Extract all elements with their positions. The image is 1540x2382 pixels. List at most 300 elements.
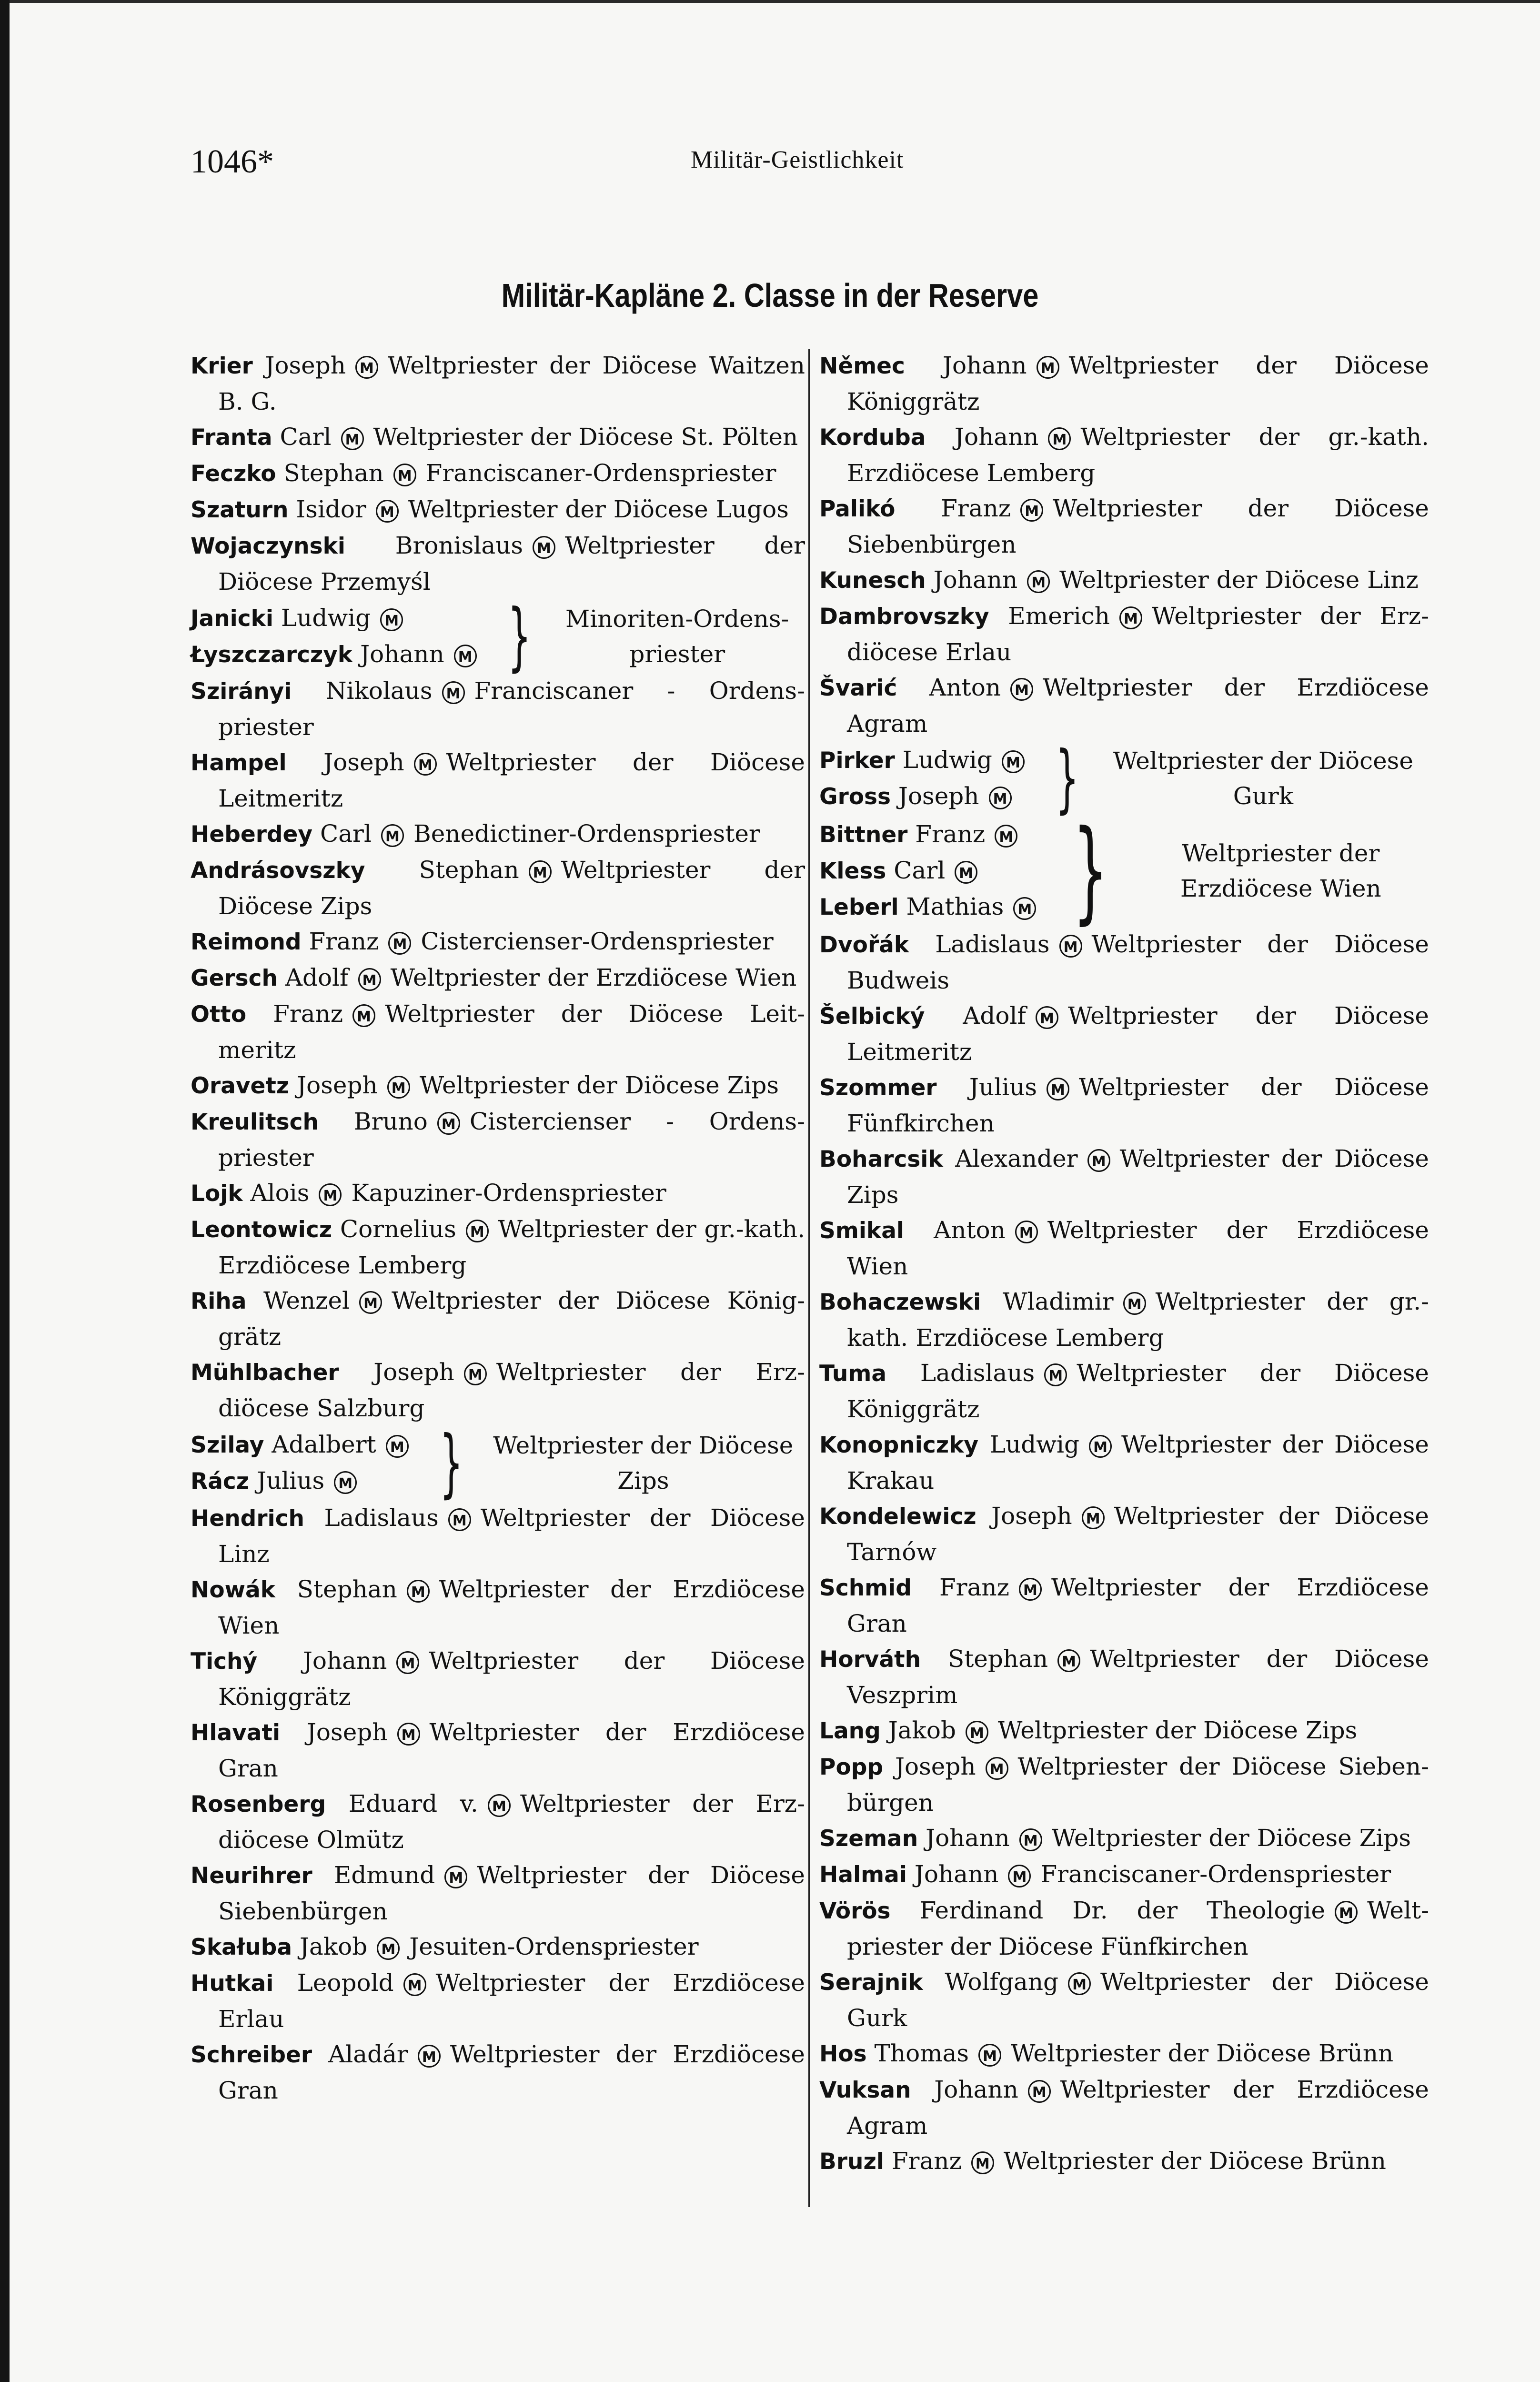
entry-description: Weltpriester der Erzdiöcese Gran — [218, 2040, 805, 2104]
entry-surname: Kunesch — [819, 567, 926, 594]
military-badge-icon: M — [466, 1220, 489, 1242]
entry-description: Weltpriester der Diöcese Veszprim — [847, 1645, 1429, 1709]
entry-description: Weltpriester der Diöcese Gurk — [1113, 747, 1413, 810]
page-number: 1046* — [191, 143, 274, 180]
entry-surname: Tuma — [819, 1360, 887, 1387]
military-badge-icon: M — [387, 1076, 410, 1099]
entry-given-name: Joseph — [895, 1752, 976, 1780]
grouped-names — [191, 1427, 418, 1499]
entry-given-name: Jakob — [888, 1716, 956, 1744]
entry-surname: Pirker — [819, 747, 895, 774]
grouped-name-row — [819, 817, 1046, 853]
entry-surname: Gross — [819, 783, 891, 810]
entry-surname: Tichý — [191, 1648, 258, 1675]
entry-surname: Hampel — [191, 750, 287, 777]
grouping-brace: } — [507, 593, 531, 679]
entry-surname: Franta — [191, 424, 272, 451]
military-badge-icon: M — [989, 787, 1012, 809]
list-entry — [191, 1104, 805, 1175]
entry-surname: Feczko — [191, 461, 276, 487]
list-entry — [191, 419, 805, 455]
entry-given-name: Joseph — [306, 1718, 388, 1746]
list-entry — [819, 1749, 1429, 1820]
entry-description: Weltpriester der Diöcese König-grätz — [218, 1287, 805, 1351]
entry-description: Weltpriester der Diöcese Lugos — [408, 495, 789, 523]
military-badge-icon: M — [1008, 1865, 1031, 1887]
entry-description: Weltpriester der Diöcese Zips — [1051, 1824, 1411, 1852]
entry-description: Weltpriester der Erzdiöcese Agram — [847, 674, 1429, 737]
entry-description: Weltpriester der Erzdiöcese Wien — [218, 1575, 805, 1639]
entry-given-name: Joseph — [373, 1358, 454, 1386]
military-badge-icon: M — [1059, 935, 1082, 958]
entry-surname: Šelbický — [819, 1003, 925, 1030]
scan-border-top — [0, 0, 1540, 3]
military-badge-icon: M — [388, 932, 411, 955]
entry-surname: Janicki — [191, 605, 274, 632]
list-entry — [191, 1283, 805, 1354]
entry-surname: Hos — [819, 2040, 867, 2067]
entry-description: Weltpriester der Diöcese Zips — [218, 856, 805, 920]
entry-description: Weltpriester der Diöcese Königgrätz — [847, 1359, 1429, 1423]
military-badge-icon: M — [442, 681, 465, 704]
entry-surname: Vörös — [819, 1898, 891, 1924]
list-entry — [191, 816, 805, 852]
list-entry — [819, 1641, 1429, 1713]
entry-surname: Szaturn — [191, 497, 289, 523]
entry-surname: Leberl — [819, 894, 899, 920]
entry-given-name: Johann — [933, 566, 1018, 594]
entry-given-name: Ludwig — [281, 604, 371, 632]
entry-description: Weltpriester der Diöcese Siebenbürgen — [847, 495, 1429, 558]
military-badge-icon: M — [1037, 356, 1059, 379]
grouped-entry — [819, 735, 1429, 821]
entry-given-name: Aladár — [328, 2040, 408, 2068]
entry-description: Weltpriester der Diöcese Tarnów — [847, 1502, 1429, 1566]
military-badge-icon: M — [1013, 897, 1036, 920]
entry-given-name: Franz — [915, 820, 986, 848]
entry-description: Minoriten-Ordens-priester — [565, 605, 789, 668]
entry-surname: Szirányi — [191, 678, 292, 705]
entry-description: Cistercienser-Ordenspriester — [421, 928, 774, 956]
entry-description: Weltpriester der Erzdiöcese Erlau — [218, 1968, 805, 2033]
list-entry — [191, 1965, 805, 2037]
entry-given-name: Ludwig — [902, 746, 992, 774]
list-entry — [819, 2072, 1429, 2143]
military-badge-icon: M — [355, 356, 378, 379]
military-badge-icon: M — [1087, 1149, 1110, 1172]
entry-description: Kapuziner-Ordenspriester — [351, 1179, 666, 1207]
entry-given-name: Ladislaus — [920, 1359, 1035, 1387]
entry-given-name: Adalbert — [272, 1431, 376, 1459]
military-badge-icon: M — [393, 464, 416, 486]
entry-given-name: Ladislaus — [324, 1504, 439, 1532]
entry-given-name: Nikolaus — [325, 677, 433, 705]
entry-description: Weltpriester der Diöcese Königgrätz — [218, 1646, 805, 1711]
entry-given-name: Julius — [257, 1467, 325, 1495]
military-badge-icon: M — [380, 608, 403, 631]
entry-surname: Kondelewicz — [819, 1503, 976, 1530]
entry-surname: Boharcsik — [819, 1146, 943, 1172]
entry-given-name: Franz — [941, 495, 1011, 522]
entry-description: Franciscaner - Ordens-priester — [218, 677, 805, 741]
entry-description-cont: Welt-priester der Diöcese Fünfkirchen — [847, 1896, 1429, 1960]
entry-surname: Hutkai — [191, 1970, 274, 1997]
entry-surname: Otto — [191, 1001, 247, 1028]
military-badge-icon: M — [1068, 1972, 1091, 1995]
entry-description: Weltpriester der Diöcese Brünn — [1011, 2039, 1394, 2067]
list-entry — [819, 1964, 1429, 2036]
list-entry — [191, 1786, 805, 1857]
entry-surname: Skałuba — [191, 1934, 292, 1960]
grouped-names — [819, 742, 1034, 815]
entry-surname: Popp — [819, 1754, 884, 1780]
entry-surname: Riha — [191, 1288, 247, 1315]
military-badge-icon: M — [407, 1580, 430, 1603]
entry-description: Weltpriester der Diöcese Przemyśl — [218, 532, 805, 596]
entry-description: Weltpriester der Erzdiöcese Wien — [847, 1216, 1429, 1280]
entry-description: Weltpriester der Diöcese Sieben-bürgen — [847, 1752, 1429, 1817]
list-entry — [191, 960, 805, 996]
list-entry — [191, 1354, 805, 1426]
entry-surname: Nowák — [191, 1576, 276, 1603]
entry-surname: Schmid — [819, 1575, 912, 1601]
entry-given-name: Joseph — [323, 748, 404, 777]
military-badge-icon: M — [1002, 750, 1025, 773]
grouped-name-row — [819, 889, 1046, 925]
entry-given-name: Ladislaus — [935, 930, 1050, 958]
running-title: Militär-Geistlichkeit — [691, 146, 904, 173]
entry-description: Franciscaner-Ordenspriester — [1040, 1860, 1391, 1888]
entry-surname: Heberdey — [191, 821, 313, 848]
list-entry — [191, 1929, 805, 1965]
entry-given-name: Julius — [969, 1073, 1037, 1101]
military-badge-icon: M — [1028, 2080, 1051, 2103]
list-entry — [819, 1498, 1429, 1570]
military-badge-icon: M — [1335, 1901, 1358, 1924]
right-column — [819, 348, 1429, 2180]
military-badge-icon: M — [1089, 1435, 1112, 1458]
section-title: Militär-Kapläne 2. Classe in der Reserve — [501, 277, 1039, 314]
grouped-entry — [819, 806, 1429, 936]
entry-description: Weltpriester der Erzdiöcese Gran — [847, 1573, 1429, 1637]
entry-given-name: Bronislaus — [395, 532, 523, 559]
entry-given-name: Franz — [309, 928, 379, 956]
entry-surname: Gersch — [191, 965, 278, 992]
entry-description: Weltpriester der Diöcese Fünfkirchen — [847, 1073, 1429, 1137]
entry-description: Weltpriester der Diöcese Zips — [493, 1432, 794, 1495]
entry-given-name: Eduard v. — [348, 1789, 478, 1817]
entry-surname: Kless — [819, 858, 886, 884]
entry-surname: Bohaczewski — [819, 1289, 981, 1315]
entry-given-name: Mathias — [906, 892, 1004, 920]
entry-description: Dr. der Theologie — [1072, 1896, 1326, 1924]
list-entry — [819, 348, 1429, 419]
military-badge-icon: M — [1048, 427, 1071, 450]
entry-description: Franciscaner-Ordenspriester — [425, 459, 776, 487]
list-entry — [191, 1572, 805, 1643]
entry-description: Cistercienser - Ordens-priester — [218, 1108, 805, 1172]
military-badge-icon: M — [1119, 606, 1142, 629]
list-entry — [819, 927, 1429, 998]
entry-given-name: Alois — [250, 1179, 310, 1207]
entry-given-name: Adolf — [963, 1001, 1026, 1030]
grouped-entry — [191, 1420, 805, 1506]
military-badge-icon: M — [464, 1363, 487, 1385]
list-entry — [191, 1500, 805, 1572]
entry-description: Weltpriester der Diöcese Leit-meritz — [218, 1000, 805, 1064]
list-entry — [191, 1857, 805, 1929]
grouped-name-row — [191, 600, 486, 636]
list-entry — [819, 1857, 1429, 1893]
list-entry — [819, 1570, 1429, 1641]
entry-surname: Krier — [191, 353, 253, 379]
list-entry — [819, 598, 1429, 670]
entry-surname: Szeman — [819, 1825, 918, 1852]
entry-given-name: Anton — [929, 674, 1001, 701]
entry-surname: Palikó — [819, 496, 896, 522]
entry-description: Weltpriester der Erzdiöcese Agram — [847, 2075, 1429, 2140]
military-badge-icon: M — [437, 1112, 460, 1135]
entry-surname: Szommer — [819, 1074, 937, 1101]
entry-given-name: Cornelius — [340, 1215, 456, 1243]
entry-given-name: Stephan — [947, 1645, 1048, 1673]
military-badge-icon: M — [352, 1004, 375, 1027]
military-badge-icon: M — [995, 825, 1017, 848]
military-badge-icon: M — [1047, 1078, 1069, 1100]
entry-given-name: Isidor — [296, 495, 366, 523]
list-entry — [819, 998, 1429, 1070]
entry-given-name: Carl — [894, 856, 946, 884]
list-entry — [191, 1175, 805, 1211]
military-badge-icon: M — [358, 968, 381, 991]
entry-surname: Serajnik — [819, 1969, 923, 1996]
entry-description: Weltpriester der Diöcese St. Pölten — [373, 423, 798, 451]
entry-given-name: Johann — [926, 1824, 1010, 1852]
military-badge-icon: M — [448, 1508, 471, 1531]
grouping-brace: } — [439, 1420, 463, 1506]
list-entry — [191, 455, 805, 492]
entry-given-name: Emerich — [1008, 602, 1110, 630]
entry-description: Weltpriester der Erz-diöcese Salzburg — [218, 1358, 805, 1423]
military-badge-icon: M — [334, 1471, 357, 1494]
entry-given-name: Carl — [320, 820, 372, 848]
list-entry — [191, 745, 805, 816]
entry-surname: Konopniczky — [819, 1432, 978, 1458]
entry-description: Weltpriester der Diöcese Leitmeritz — [847, 1001, 1429, 1066]
military-badge-icon: M — [1019, 1828, 1042, 1851]
entry-given-name: Jakob — [300, 1932, 368, 1960]
military-badge-icon: M — [376, 500, 399, 523]
list-entry — [191, 996, 805, 1068]
entry-given-name: Joseph — [297, 1071, 378, 1100]
entry-surname: Rosenberg — [191, 1791, 326, 1817]
military-badge-icon: M — [1123, 1292, 1146, 1315]
grouped-names — [819, 817, 1046, 925]
grouped-name-row — [191, 1463, 418, 1499]
list-entry — [819, 562, 1429, 598]
entry-given-name: Bruno — [353, 1108, 428, 1136]
entry-given-name: Ludwig — [989, 1430, 1080, 1458]
entry-surname: Lojk — [191, 1181, 243, 1207]
left-column — [191, 348, 805, 2108]
list-entry — [819, 1141, 1429, 1212]
entry-given-name: Ferdinand — [919, 1896, 1044, 1924]
grouped-name-row — [191, 1427, 418, 1463]
entry-surname: Rácz — [191, 1468, 250, 1495]
entry-description: Weltpriester der gr.-kath. Erzdiöcese Lemberg — [847, 1287, 1429, 1352]
military-badge-icon: M — [403, 1973, 426, 1996]
entry-surname: Wojaczynski — [191, 533, 345, 559]
military-badge-icon: M — [319, 1183, 342, 1206]
military-badge-icon: M — [1015, 1221, 1038, 1243]
list-entry — [819, 491, 1429, 562]
grouped-name-row — [191, 636, 486, 673]
military-badge-icon: M — [359, 1291, 382, 1314]
entry-given-name: Anton — [934, 1216, 1006, 1244]
list-entry — [191, 2037, 805, 2108]
entry-surname: Mühlbacher — [191, 1360, 339, 1386]
entry-description: Weltpriester der Diöcese Zips — [847, 1144, 1429, 1209]
military-badge-icon: M — [488, 1794, 511, 1817]
entry-description: Weltpriester der Diöcese Linz — [1059, 566, 1419, 594]
entry-given-name: Joseph — [898, 782, 979, 810]
entry-given-name: Edmund — [333, 1861, 435, 1889]
entry-description: Weltpriester der Erzdiöcese Wien — [390, 964, 797, 992]
list-entry — [191, 1068, 805, 1104]
entry-given-name: Wenzel — [263, 1287, 350, 1315]
entry-surname: Smikal — [819, 1217, 905, 1244]
entry-surname: Korduba — [819, 424, 926, 451]
military-badge-icon: M — [1020, 499, 1043, 522]
list-entry — [819, 670, 1429, 741]
military-badge-icon: M — [381, 824, 404, 847]
military-badge-icon: M — [533, 536, 555, 559]
military-badge-icon: M — [414, 753, 437, 776]
entry-description: Weltpriester der Diöcese Gurk — [847, 1968, 1429, 2032]
entry-description: Weltpriester der Diöcese Linz — [218, 1504, 805, 1568]
military-badge-icon: M — [955, 861, 977, 884]
list-entry — [819, 1355, 1429, 1427]
military-badge-icon: M — [1082, 1506, 1105, 1529]
entry-description: Jesuiten-Ordenspriester — [409, 1932, 699, 1960]
list-entry — [819, 1212, 1429, 1284]
entry-given-name: Franz — [939, 1573, 1009, 1601]
entry-given-name: Carl — [280, 423, 332, 451]
entry-surname: Szilay — [191, 1432, 264, 1459]
list-entry — [191, 673, 805, 745]
entry-given-name: Franz — [891, 2147, 962, 2175]
grouping-brace: } — [1055, 735, 1079, 821]
entry-given-name: Johann — [934, 2075, 1018, 2103]
list-entry — [819, 1427, 1429, 1498]
entry-given-name: Johann — [943, 352, 1027, 379]
military-badge-icon: M — [396, 1651, 419, 1674]
entry-given-name: Johann — [302, 1646, 387, 1675]
entry-description: Weltpriester der Diöcese Krakau — [847, 1430, 1429, 1494]
page-header — [191, 143, 1429, 186]
column-divider — [808, 349, 810, 2207]
military-badge-icon: M — [397, 1723, 420, 1746]
military-badge-icon: M — [386, 1435, 409, 1458]
list-entry — [191, 924, 805, 960]
entry-description: Weltpriester der Erzdiöcese Wien — [1180, 839, 1381, 902]
entry-surname: Reimond — [191, 929, 302, 956]
entry-surname: Horváth — [819, 1646, 921, 1673]
entry-given-name: Alexander — [955, 1144, 1078, 1172]
grouping-brace: } — [1073, 806, 1108, 936]
list-entry — [191, 1715, 805, 1786]
entry-description: Weltpriester der Diöcese Budweis — [847, 930, 1429, 994]
entry-surname: Dambrovszky — [819, 604, 989, 630]
military-badge-icon: M — [978, 2044, 1001, 2067]
entry-given-name: Joseph — [265, 352, 346, 379]
entry-description: Weltpriester der Erz-diöcese Erlau — [847, 602, 1429, 666]
military-badge-icon: M — [986, 1757, 1008, 1780]
entry-given-name: Joseph — [991, 1502, 1072, 1530]
military-badge-icon: M — [971, 2151, 994, 2174]
military-badge-icon: M — [1010, 678, 1033, 701]
entry-surname: Oravetz — [191, 1073, 290, 1100]
military-badge-icon: M — [454, 645, 477, 667]
grouped-name-row — [819, 778, 1034, 815]
military-badge-icon: M — [1044, 1363, 1067, 1386]
entry-surname: Dvořák — [819, 931, 909, 958]
entry-description: Weltpriester der Erz-diöcese Olmütz — [218, 1789, 805, 1854]
entry-given-name: Adolf — [285, 964, 349, 992]
entry-surname: Łyszczarczyk — [191, 641, 353, 668]
entry-description: Weltpriester der Erzdiöcese Gran — [218, 1718, 805, 1782]
entry-description: Weltpriester der Diöcese Zips — [419, 1071, 779, 1100]
list-entry — [819, 1070, 1429, 1141]
entry-given-name: Stephan — [297, 1575, 397, 1603]
list-entry — [819, 1820, 1429, 1857]
military-badge-icon: M — [444, 1866, 467, 1888]
list-entry — [819, 2036, 1429, 2072]
entry-surname: Němec — [819, 353, 905, 379]
entry-description: Weltpriester der gr.-kath. Erzdiöcese Lemberg — [847, 423, 1429, 487]
entry-given-name: Wolfgang — [945, 1968, 1059, 1996]
list-entry — [191, 1643, 805, 1715]
entry-description: Weltpriester der Diöcese Zips — [997, 1716, 1358, 1744]
list-entry — [191, 852, 805, 924]
entry-surname: Kreulitsch — [191, 1109, 319, 1136]
entry-description: Weltpriester der Diöcese Leitmeritz — [218, 748, 805, 813]
list-entry — [819, 1893, 1429, 1964]
military-badge-icon: M — [377, 1937, 400, 1960]
entry-surname: Bruzl — [819, 2148, 884, 2175]
military-badge-icon: M — [1036, 1006, 1058, 1029]
list-entry — [819, 1284, 1429, 1355]
grouped-name-row — [819, 742, 1034, 778]
list-entry — [819, 419, 1429, 491]
entry-surname: Neurihrer — [191, 1862, 312, 1889]
military-badge-icon: M — [1057, 1649, 1080, 1672]
list-entry — [191, 492, 805, 528]
entry-surname: Švarić — [819, 675, 897, 701]
entry-given-name: Stephan — [283, 459, 384, 487]
entry-given-name: Thomas — [874, 2039, 969, 2067]
entry-given-name: Stephan — [419, 856, 519, 884]
military-badge-icon: M — [1019, 1578, 1042, 1601]
list-entry — [191, 528, 805, 599]
scan-border-left — [0, 0, 10, 2382]
entry-surname: Halmai — [819, 1861, 907, 1888]
list-entry — [191, 348, 805, 419]
entry-given-name: Leopold — [297, 1968, 394, 1997]
entry-description: Weltpriester der Diöcese Siebenbürgen — [218, 1861, 805, 1925]
entry-description: Weltpriester der Diöcese Königgrätz — [847, 352, 1429, 415]
entry-surname: Leontowicz — [191, 1217, 332, 1243]
